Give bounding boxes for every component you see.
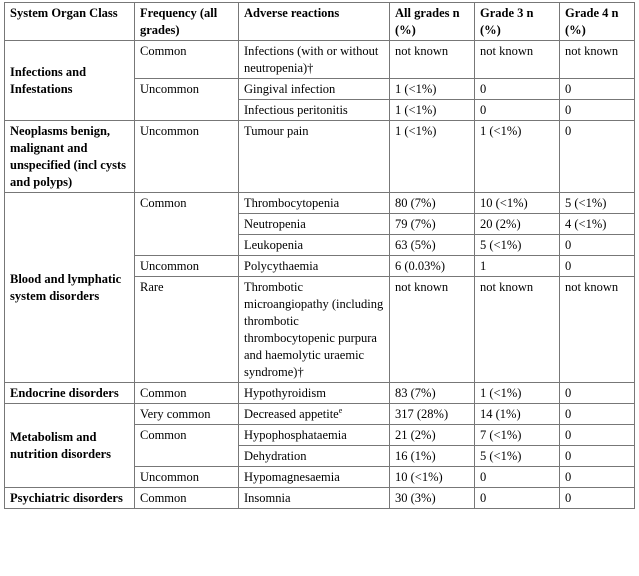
grade3-cell: 14 (1%): [475, 404, 560, 425]
grade4-cell: 4 (<1%): [560, 214, 635, 235]
frequency-cell: Common: [135, 425, 239, 467]
frequency-cell: Uncommon: [135, 256, 239, 277]
grade4-cell: 0: [560, 100, 635, 121]
reaction-cell: Dehydration: [239, 446, 390, 467]
grade3-cell: 5 (<1%): [475, 446, 560, 467]
grade3-cell: 0: [475, 79, 560, 100]
grade4-cell: 0: [560, 446, 635, 467]
reaction-cell: Insomnia: [239, 488, 390, 509]
reaction-cell: Hypothyroidism: [239, 383, 390, 404]
frequency-cell: Uncommon: [135, 121, 239, 193]
all-grades-cell: 1 (<1%): [390, 100, 475, 121]
grade4-cell: 0: [560, 425, 635, 446]
frequency-cell: Uncommon: [135, 79, 239, 121]
soc-cell: Psychiatric disorders: [5, 488, 135, 509]
grade3-cell: 7 (<1%): [475, 425, 560, 446]
reaction-cell: Leukopenia: [239, 235, 390, 256]
frequency-cell: Common: [135, 41, 239, 79]
reaction-cell: [239, 404, 390, 425]
grade3-cell: 5 (<1%): [475, 235, 560, 256]
grade4-cell: not known: [560, 41, 635, 79]
header-soc: System Organ Class: [5, 3, 135, 41]
reaction-cell: Hypophosphataemia: [239, 425, 390, 446]
grade3-cell: 1 (<1%): [475, 121, 560, 193]
footnote-marker: e: [338, 405, 343, 415]
grade4-cell: 5 (<1%): [560, 193, 635, 214]
grade3-cell: 0: [475, 100, 560, 121]
grade4-cell: 0: [560, 467, 635, 488]
grade4-cell: 0: [560, 235, 635, 256]
header-all-grades: All grades n (%): [390, 3, 475, 41]
all-grades-cell: 16 (1%): [390, 446, 475, 467]
grade4-cell: 0: [560, 121, 635, 193]
grade3-cell: 0: [475, 467, 560, 488]
header-frequency: Frequency (all grades): [135, 3, 239, 41]
grade3-cell: 10 (<1%): [475, 193, 560, 214]
frequency-cell: Rare: [135, 277, 239, 383]
table-row: [5, 41, 635, 79]
reaction-cell: Thrombocytopenia: [239, 193, 390, 214]
frequency-cell: Very common: [135, 404, 239, 425]
soc-cell: Infections and Infestations: [5, 41, 135, 121]
reaction-text: Decreased appetite: [244, 407, 339, 421]
reaction-cell: Neutropenia: [239, 214, 390, 235]
all-grades-cell: 63 (5%): [390, 235, 475, 256]
soc-cell: Blood and lymphatic system disorders: [5, 193, 135, 383]
header-reaction: Adverse reactions: [239, 3, 390, 41]
grade4-cell: 0: [560, 383, 635, 404]
grade3-cell: 1: [475, 256, 560, 277]
grade3-cell: 0: [475, 488, 560, 509]
reaction-cell: Infections (with or without neutropenia)†: [239, 41, 390, 79]
grade4-cell: 0: [560, 404, 635, 425]
table-row: [5, 121, 635, 193]
reaction-cell: Hypomagnesaemia: [239, 467, 390, 488]
all-grades-cell: not known: [390, 277, 475, 383]
reaction-cell: Thrombotic microangiopathy (including thrombotic thrombocytopenic purpura and haemolytic uraemic syndrome)†: [239, 277, 390, 383]
all-grades-cell: not known: [390, 41, 475, 79]
frequency-cell: Common: [135, 383, 239, 404]
frequency-cell: Uncommon: [135, 467, 239, 488]
grade4-cell: 0: [560, 256, 635, 277]
table-row: [5, 383, 635, 404]
frequency-cell: Common: [135, 488, 239, 509]
all-grades-cell: 317 (28%): [390, 404, 475, 425]
reaction-cell: Polycythaemia: [239, 256, 390, 277]
soc-cell: Metabolism and nutrition disorders: [5, 404, 135, 488]
table-row: [5, 488, 635, 509]
grade3-cell: 1 (<1%): [475, 383, 560, 404]
table-row: [5, 404, 635, 425]
grade3-cell: 20 (2%): [475, 214, 560, 235]
header-row: [5, 3, 635, 41]
all-grades-cell: 1 (<1%): [390, 79, 475, 100]
all-grades-cell: 83 (7%): [390, 383, 475, 404]
all-grades-cell: 21 (2%): [390, 425, 475, 446]
all-grades-cell: 10 (<1%): [390, 467, 475, 488]
header-grade3: Grade 3 n (%): [475, 3, 560, 41]
grade4-cell: not known: [560, 277, 635, 383]
all-grades-cell: 6 (0.03%): [390, 256, 475, 277]
grade3-cell: not known: [475, 277, 560, 383]
all-grades-cell: 79 (7%): [390, 214, 475, 235]
grade4-cell: 0: [560, 79, 635, 100]
all-grades-cell: 30 (3%): [390, 488, 475, 509]
adverse-reactions-table: [4, 2, 635, 509]
soc-cell: Endocrine disorders: [5, 383, 135, 404]
header-grade4: Grade 4 n (%): [560, 3, 635, 41]
reaction-cell: Tumour pain: [239, 121, 390, 193]
grade3-cell: not known: [475, 41, 560, 79]
soc-cell: Neoplasms benign, malignant and unspecified (incl cysts and polyps): [5, 121, 135, 193]
reaction-cell: Gingival infection: [239, 79, 390, 100]
reaction-cell: Infectious peritonitis: [239, 100, 390, 121]
table-row: [5, 193, 635, 214]
frequency-cell: Common: [135, 193, 239, 256]
all-grades-cell: 1 (<1%): [390, 121, 475, 193]
grade4-cell: 0: [560, 488, 635, 509]
all-grades-cell: 80 (7%): [390, 193, 475, 214]
